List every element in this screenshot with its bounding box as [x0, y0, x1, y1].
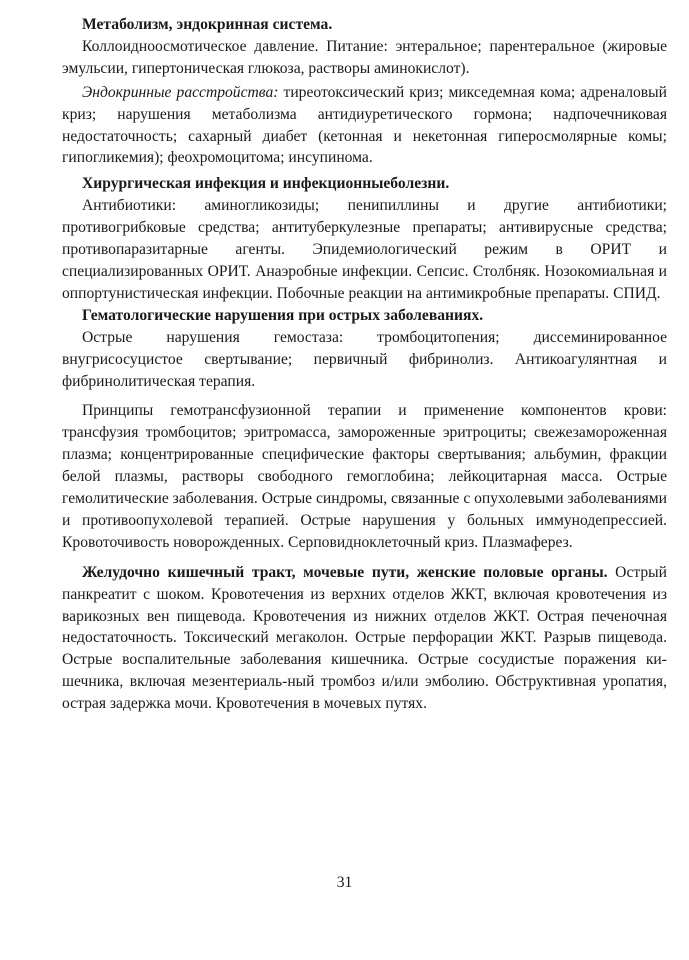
endocrine-text: тиреотоксический криз; микседемная кома; адреналовый криз; нарушения метаболизма антидиуретического гормона; надпочечниковая недостаточность; сахарный диабет (кетонная и некетонная гиперосмолярные комы; гипогликемия); феохромоцитома; инсупинома.: [62, 83, 667, 167]
paragraph-gi: [62, 562, 667, 715]
section-heading-gi: Желудочно кишечный тракт, мочевые пути, женские половые органы.: [82, 563, 608, 581]
paragraph-metabolism: Коллоидноосмотическое давление. Питание: энтеральное; парентеральное (жировые эмульсии, гипертоническая глюкоза, растворы аминокислот).: [62, 37, 667, 77]
endocrine-label: Эндокринные расстройства:: [82, 83, 279, 101]
paragraph-transfusion: Принципы гемотрансфузионной терапии и применение компонентов крови: трансфузия тромбоцитов; эритромасса, замороженные эритроциты; свежезамороженная плазма; концентрированные специфические факторы свертывания; альбумин, фракции белой плазмы, растворы свободного гемоглобина; лейкоцитарная масса. Острые гемолитические заболевания. Острые синдромы, связанные с опухолевыми заболеваниями и противоопухолевой терапией. Острые нарушения у больных иммунодепрессией. Кровоточивость новорожденных. Серповидноклеточный криз. Плазмаферез.: [62, 402, 667, 551]
section-heading-hematology: Гематологические нарушения при острых заболеваниях.: [82, 306, 484, 324]
paragraph-hemostasis: Острые нарушения гемостаза: тромбоцитопения; диссеминированное внугрисосуцистое свертывание; первичный фибринолиз. Антикоагулянтная и фибринолитическая терапия.: [62, 328, 667, 390]
paragraph-endocrine: [62, 82, 667, 170]
section-heading-metabolism: Метаболизм, эндокринная система.: [82, 16, 333, 33]
paragraph-infection: Антибиотики: аминогликозиды; пенипиллины и другие антибиотики; противогрибковые средства; антитуберкулезные препараты; антивирусные средства; противопаразитарные агенты. Эпидемиологический режим в ОРИТ и специализированных ОРИТ. Анаэробные инфекции. Сепсис. Столбняк. Нозокомиальная и оппортунистическая инфекции. Побочные реакции на антимикробные препараты. СПИД.: [62, 197, 667, 302]
page-number: 31: [336, 874, 353, 891]
section-heading-infection: Хирургическая инфекция и инфекционныеболезни.: [82, 175, 450, 193]
gi-text: Острый панкреатит с шоком. Кровотечения из верхних отделов ЖКТ, включая кровотечения из варикозных вен пищевода. Кровотечения из нижних отделов ЖКТ. Острая печеночная недостаточность. Токсический мегаколон. Острые перфорации ЖКТ. Разрыв пищевода. Острые воспалительные заболевания кишечника. Острые сосудистые поражения кишечника, включая мезентериаль-ный тромбоз и/или эмболию. Обструктивная уропатия, острая задержка мочи. Кровотечения в мочевых путях.: [62, 563, 667, 713]
